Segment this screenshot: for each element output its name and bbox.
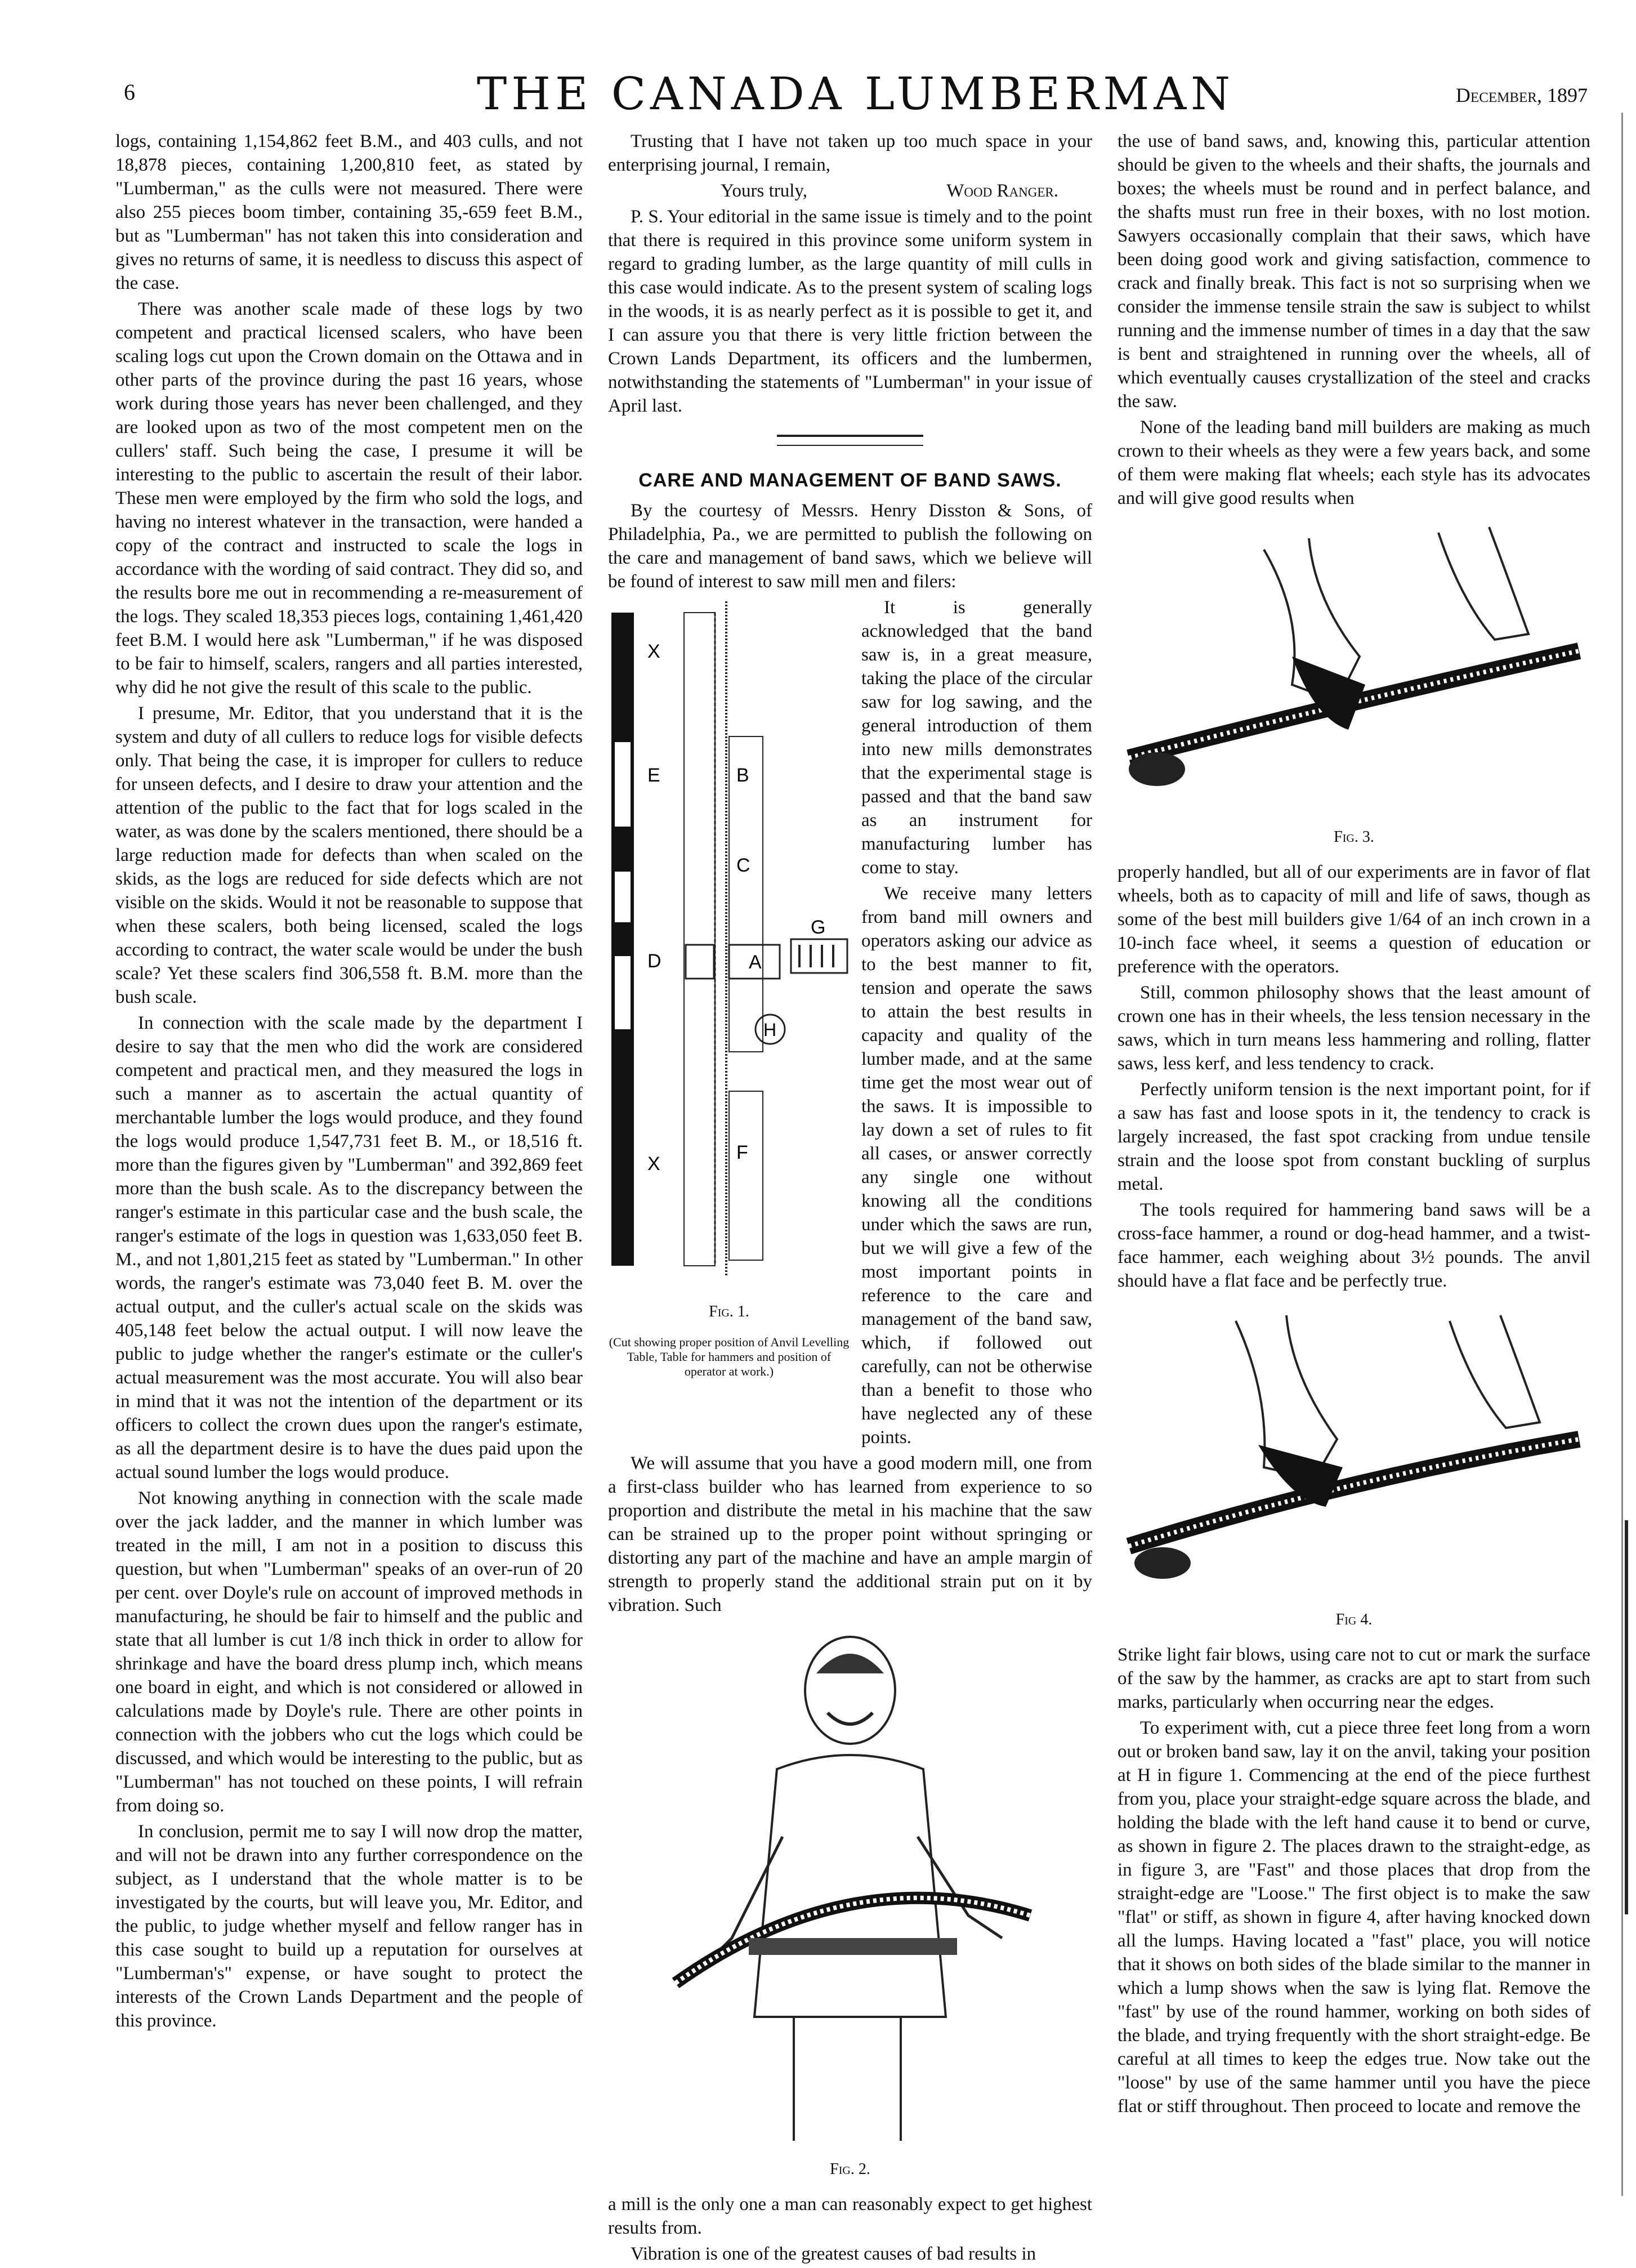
anvil-diagram-illustration (608, 596, 850, 1288)
figure-1-note: (Cut showing proper position of Anvil Levelling Table, Table for hammers and position of operator at work.) (609, 1335, 850, 1378)
article-paragraph: We receive many letters from band mill owners and operators asking our advice as to the best manner to fit, tension and operate the saws to attain the best results in capacity and quality of the lumber made, and at the same time get the most wear out of the saws. It is impossible to lay down a set of rules to fit all cases, or answer correctly any single one without knowing all the conditions under which the saws are run, but we will give a few of the most important points in reference to the care and management of the band saw, which, if followed out carefully, can not be otherwise than a benefit to those who have neglected any of these points. (861, 883, 1092, 1448)
figure-4-caption: Fig 4. (1335, 1611, 1373, 1628)
figure-1-side-text (861, 596, 1092, 1452)
label-h: H (763, 1020, 777, 1040)
figure-1 (608, 596, 850, 1452)
page-number: 6 (124, 79, 135, 105)
article-paragraph: a mill is the only one a man can reasonably expect to get highest results from. (608, 2194, 1092, 2238)
closing-salutation: Yours truly, (721, 181, 808, 201)
signature: Wood Ranger. (946, 181, 1058, 201)
column-2 (608, 130, 1092, 2268)
article-paragraph: To experiment with, cut a piece three feet long from a worn out or broken band saw, lay it on the anvil, taking your position at H in figure 1. Commencing at the end of the piece furthest from you, place your straight-edge square across the blade, and holding the blade with the left hand cause it to bend or curve, as shown in figure 2. The places drawn to the straight-edge, as in figure 3, are "Fast" and those places that drop from the straight-edge are "Loose." The first object is to make the saw "flat" or stiff, as shown in figure 4, after having knocked down all the lumps. Having located a "fast" place, you will notice that it shows on both sides of the blade similar to the manner in which a lump shows when the saw is lying flat. Remove the "fast" by use of the round hammer, working on both sides of the blade, and trying frequently with the short straight-edge. Be careful at all times to keep the edges true. Now take out the "loose" by use of the same hammer until you have the piece flat or stiff throughout. Then proceed to locate and remove the (1118, 1718, 1590, 2117)
column-1 (115, 130, 583, 2035)
label-c: C (736, 855, 750, 876)
col1-paragraph: Not knowing anything in connection with the scale made over the jack ladder, and the manner in which lumber was treated in the mill, I am not in a position to discuss this question, but when "Lumberman" speaks of an over-run of 20 per cent. over Doyle's rule on account of improved methods in manufacturing, he should be fair to himself and the public and state that all lumber is cut 1/8 inch thick in order to allow for shrinkage and have the board dress plump inch, which means one board in eight, and which is not considered or allowed in calculations made by Doyle's rule. There are other points in connection with the jobbers who cut the logs which could be discussed, and which would be interesting to the public, but as "Lumberman" has not touched on these points, I will refrain from doing so. (115, 1488, 583, 1816)
label-b: B (736, 765, 749, 786)
col1-paragraph: There was another scale made of these logs by two competent and practical licensed scalers, who have been scaling logs cut upon the Crown domain on the Ottawa and in other parts of the province during the past 16 years, whose work during those years has never been challenged, and they are looked upon as two of the most competent men on the cullers' staff. Such being the case, I presume it will be interesting to the public to ascertain the result of their labor. These men were employed by the firm who sold the logs, and having no interest whatever in the transaction, were handed a copy of the contract and instructed to scale the logs in accordance with the wording of said contract. They did so, and the results bore me out in recommending a re-measurement of the logs. They scaled 18,353 pieces logs, containing 1,461,420 feet B.M. I would here ask "Lumberman," if he was disposed to be fair to himself, scalers, rangers and all parties interested, why did he not give the result of this scale to the public. (115, 299, 583, 698)
article-paragraph: By the courtesy of Messrs. Henry Disston & Sons, of Philadelphia, Pa., we are permitted to publish the following on the care and management of band saws, which we believe will be found of interest to saw mill men and filers: (608, 501, 1092, 592)
article-paragraph: The tools required for hammering band saws will be a cross-face hammer, a round or dog-head hammer, and a twist-face hammer, each weighing about 3½ pounds. The anvil should have a flat face and be perfectly true. (1118, 1200, 1590, 1291)
article-paragraph: properly handled, but all of our experiments are in favor of flat wheels, both as to capacity of mill and life of saws, though as some of the best mill builders give 1/64 of an inch crown in a 10-inch face wheel, it seems a question of education or preference with the operators. (1118, 862, 1590, 977)
postscript: P. S. Your editorial in the same issue is timely and to the point that there is required in this province some uniform system in regard to grading lumber, as the large quantity of mill culls in this case would indicate. As to the present system of scaling logs in the woods, it is as nearly perfect as it is possible to get it, and I can assure you that there is very little friction between the Crown Lands Department, its officers and the lumbermen, notwithstanding the statements of "Lumberman" in your issue of April last. (608, 207, 1092, 416)
figure-1-caption: Fig. 1. (709, 1303, 749, 1320)
signature-line (608, 179, 1092, 203)
hands-bending-saw-fig3-illustration (1123, 516, 1585, 820)
article-paragraph: Strike light fair blows, using care not to cut or mark the surface of the saw by the hammer, as cracks are apt to start from such marks, particularly when occurring near the edges. (1118, 1645, 1590, 1712)
col1-paragraph: logs, containing 1,154,862 feet B.M., and 403 culls, and not 18,878 pieces, containing 1,200,810 feet, as stated by "Lumberman," as the culls were not measured. There were also 255 pieces boom timber, containing 35,-659 feet B.M., but as "Lumberman" has not taken this into consideration and gives no returns of same, it is needless to discuss this aspect of the case. (115, 131, 583, 293)
label-f: F (736, 1142, 748, 1163)
article-paragraph: We will assume that you have a good modern mill, one from a first-class builder who has learned from experience to so proportion and distribute the metal in his machine that the saw can be strained up to the proper point without springing or distorting any part of the machine and have an ample margin of strength to properly stand the additional strain put on it by vibration. Such (608, 1453, 1092, 1615)
page-header (124, 68, 1588, 118)
hands-flat-saw-fig4-illustration (1123, 1298, 1585, 1602)
label-g: G (811, 917, 826, 938)
issue-date: December, 1897 (1455, 84, 1588, 106)
man-holding-band-saw-illustration (664, 1623, 1036, 2152)
column-3 (1118, 130, 1590, 2120)
article-paragraph: It is generally acknowledged that the band saw is, in a great measure, taking the place of the circular saw for log sawing, and the general introduction of them into new mills demonstrates that the experimental stage is passed and that the band saw as an instrument for manufacturing lumber has come to stay. (861, 597, 1092, 878)
label-x-bottom: X (647, 1153, 660, 1175)
article-paragraph: Perfectly uniform tension is the next important point, for if a saw has fast and loose spots in it, the tendency to crack is largely increased, the fast spot cracking from undue tensile strain and the loose spot from constant buckling of surplus metal. (1118, 1079, 1590, 1194)
masthead-title: THE CANADA LUMBERMAN (476, 68, 1235, 120)
label-d: D (647, 950, 661, 972)
col1-paragraph: In connection with the scale made by the department I desire to say that the men who did the work are considered competent and practical men, and they measured the logs in such a manner as to ascertain the actual quantity of merchantable lumber the logs would produce, and they found the logs would produce 1,547,731 feet B. M., or 18,516 ft. more than the figures given by "Lumberman" and 392,869 feet more than the bush scale. As to the discrepancy between the ranger's estimate in this particular case and the bush scale, the ranger's estimate of the logs in question was 1,633,050 feet B. M., and not 1,801,215 feet as stated by "Lumberman." In other words, the ranger's estimate was 73,040 feet B. M. over the actual output, and the culler's actual scale on the skids was 405,148 feet below the actual output. I will now leave the public to judge whether the ranger's estimate or the culler's actual measurement was the most accurate. You will also bear in mind that it was not the intention of the department or its officers to collect the crown dues upon the ranger's estimate, as all the department desire is to have the dues paid upon the actual sound lumber the logs would produce. (115, 1013, 583, 1483)
page-edge-mark (1625, 1520, 1628, 1914)
article-heading: CARE AND MANAGEMENT OF BAND SAWS. (638, 470, 1062, 491)
label-x-top: X (647, 641, 660, 662)
section-divider-thin (777, 445, 923, 446)
page-edge-shadow (1621, 113, 1623, 2196)
section-divider (777, 435, 923, 437)
label-e: E (647, 765, 660, 786)
article-paragraph: None of the leading band mill builders are making as much crown to their wheels as they were a few years back, and some of them were making flat wheels; each style has its advocates and will give good results when (1118, 417, 1590, 508)
figure-2-caption: Fig. 2. (830, 2160, 870, 2178)
figure-1-block (608, 596, 1092, 1452)
col1-paragraph: I presume, Mr. Editor, that you understand that it is the system and duty of all cullers to reduce logs for visible defects only. That being the case, it is improper for cullers to reduce for unseen defects, and I desire to draw your attention and the attention of the public to the fact that for logs scaled in the water, as was done by the scalers mentioned, there should be a large reduction made for defects than when scaled on the skids, as the logs are reduced for side defects which are not visible on the skids. Would it not be reasonable to suppose that when these scalers, both being licensed, scaled the logs according to contract, the water scale would be under the bush scale? Yet these scalers find 306,558 ft. B.M. more than the bush scale. (115, 703, 583, 1007)
figure-3-caption: Fig. 3. (1334, 828, 1374, 846)
col1-paragraph: In conclusion, permit me to say I will now drop the matter, and will not be drawn into any further correspondence on the subject, as I understand that the whole matter is to be investigated by the courts, but will leave you, Mr. Editor, and the public, to judge whether myself and fellow ranger has in this case sought to build up a reputation for ourselves at "Lumberman's" expense, or have sought to protect the interests of the Crown Lands Department and the people of this province. (115, 1821, 583, 2031)
article-paragraph: Still, common philosophy shows that the least amount of crown one has in their wheels, the less tension necessary in the saws, which in turn means less hammering and rolling, flatter saws, less kerf, and less tendency to crack. (1118, 983, 1590, 1074)
article-paragraph: the use of band saws, and, knowing this, particular attention should be given to the wheels and their shafts, the journals and boxes; the wheels must be round and in perfect balance, and the shafts must run free in their boxes, with no lost motion. Sawyers occasionally complain that their saws, which have been doing good work and giving satisfaction, commence to crack and finally break. This fact is not so surprising when we consider the immense tensile strain the saw is subject to whilst running and the immense number of times in a day that the saw is bent and straightened in running over the wheels, all of which eventually causes crystallization of the steel and cracks the saw. (1118, 131, 1590, 412)
article-paragraph: Vibration is one of the greatest causes of bad results in (631, 2244, 1036, 2264)
letter-closing-text: Trusting that I have not taken up too much space in your enterprising journal, I remain, (608, 131, 1092, 175)
label-a: A (749, 952, 762, 973)
